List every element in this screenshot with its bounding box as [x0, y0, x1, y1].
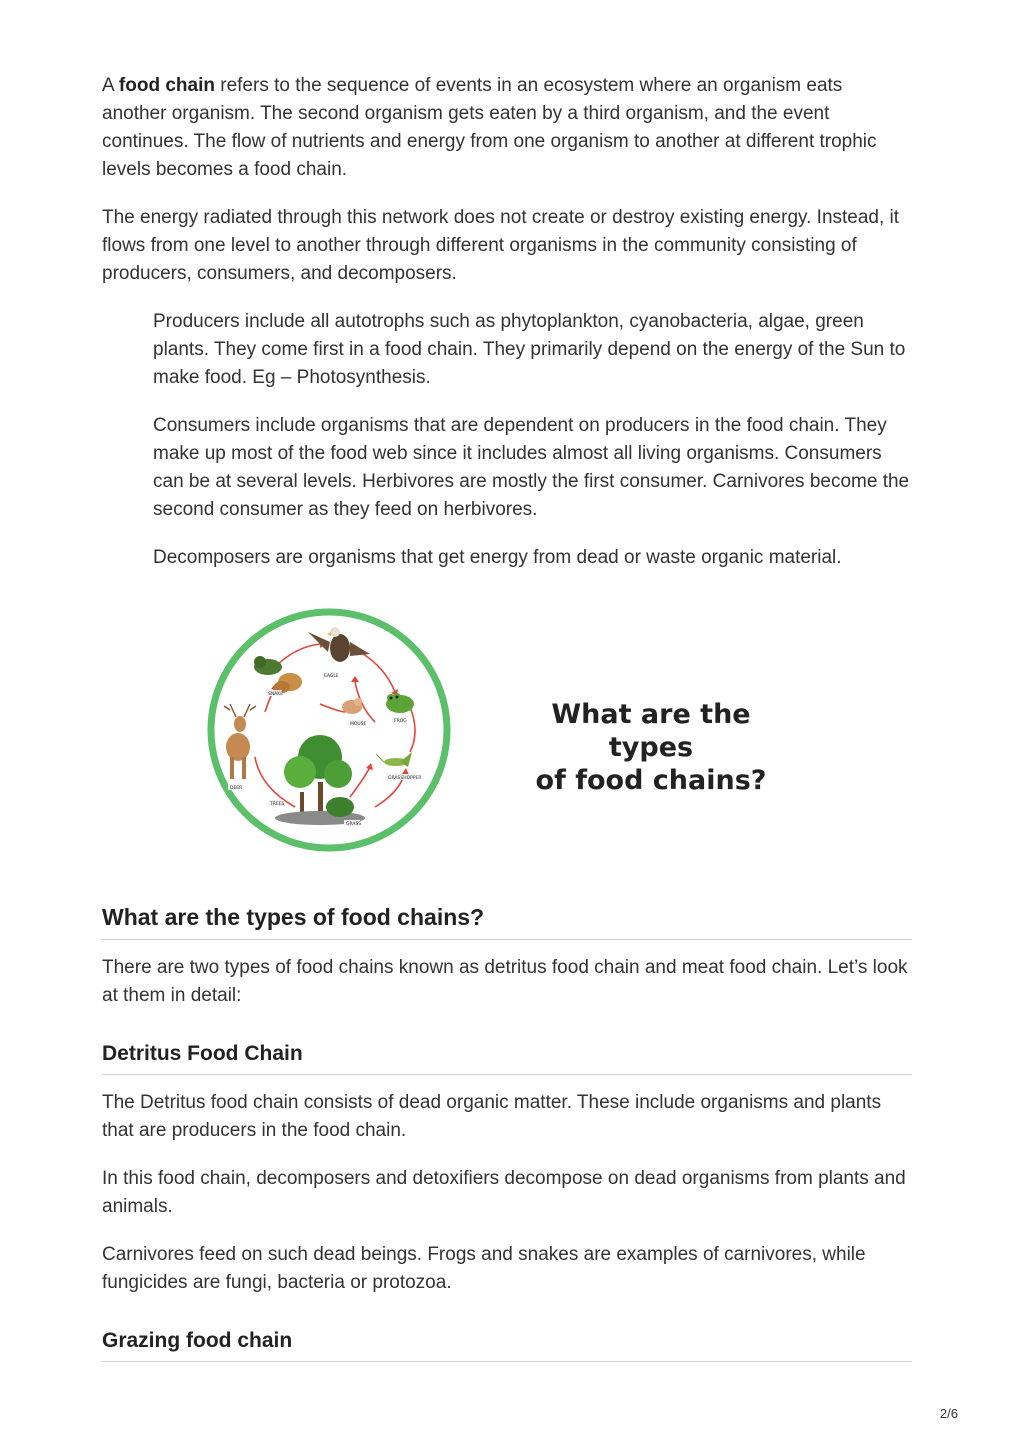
label-deer: DEER	[230, 786, 243, 791]
food-chain-figure	[102, 592, 912, 870]
types-intro: There are two types of food chains known as detritus food chain and meat food chain. Let’s look at them in detail:	[102, 957, 908, 1006]
types-heading: What are the types of food chains?	[102, 902, 912, 940]
decomposers-paragraph: Decomposers are organisms that get energy from dead or waste organic material.	[153, 547, 842, 568]
consumers-paragraph: Consumers include organisms that are dependent on producers in the food chain. They make up most of the food web since it includes almost all living organisms. Consumers can be at several levels. Herbivores are mostly the first consumer. Carnivores become the second consumer as they feed on herbivores.	[153, 415, 910, 520]
figure-title-line1: What are the types	[551, 699, 751, 763]
label-mouse: MOUSE	[350, 722, 367, 727]
detritus-heading: Detritus Food Chain	[102, 1040, 912, 1075]
label-trees: TREES	[270, 802, 285, 807]
food-chain-term: food chain	[118, 75, 215, 96]
figure-title	[516, 698, 786, 797]
detritus-paragraph-1: The Detritus food chain consists of dead organic matter. These include organisms and plants that are producers in the food chain.	[102, 1092, 882, 1141]
detritus-paragraph-2: In this food chain, decomposers and detoxifiers decompose on dead organisms from plants and animals.	[102, 1168, 906, 1217]
intro-prefix: A	[102, 75, 119, 96]
intro-text: refers to the sequence of events in an ecosystem where an organism eats another organism. The second organism gets eaten by a third organism, and the event continues. The flow of nutrients and energy from one organism to another at different trophic levels becomes a food chain.	[102, 75, 877, 180]
label-eagle: EAGLE	[324, 674, 339, 679]
label-grass: GRASS	[346, 822, 362, 827]
label-snake: SNAKE	[268, 692, 284, 697]
energy-paragraph: The energy radiated through this network does not create or destroy existing energy. Instead, it flows from one level to another through different organisms in the community consisting of producers, consumers, and decomposers.	[102, 207, 900, 284]
article-body	[102, 72, 912, 1362]
detritus-paragraph-3: Carnivores feed on such dead beings. Frogs and snakes are examples of carnivores, while fungicides are fungi, bacteria or protozoa.	[102, 1244, 866, 1293]
food-chain-illustration	[200, 592, 460, 870]
figure-title-line2: of food chains?	[535, 765, 767, 796]
producers-paragraph: Producers include all autotrophs such as phytoplankton, cyanobacteria, algae, green plants. They come first in a food chain. They primarily depend on the energy of the Sun to make food. Eg – Photosynthesis.	[153, 311, 906, 388]
label-frog: FROG	[394, 719, 407, 724]
page-number: 2/6	[939, 1406, 958, 1421]
grazing-heading: Grazing food chain	[102, 1327, 912, 1362]
label-grasshopper: GRASSHOPPER	[388, 776, 422, 781]
intro-paragraph	[102, 72, 912, 184]
